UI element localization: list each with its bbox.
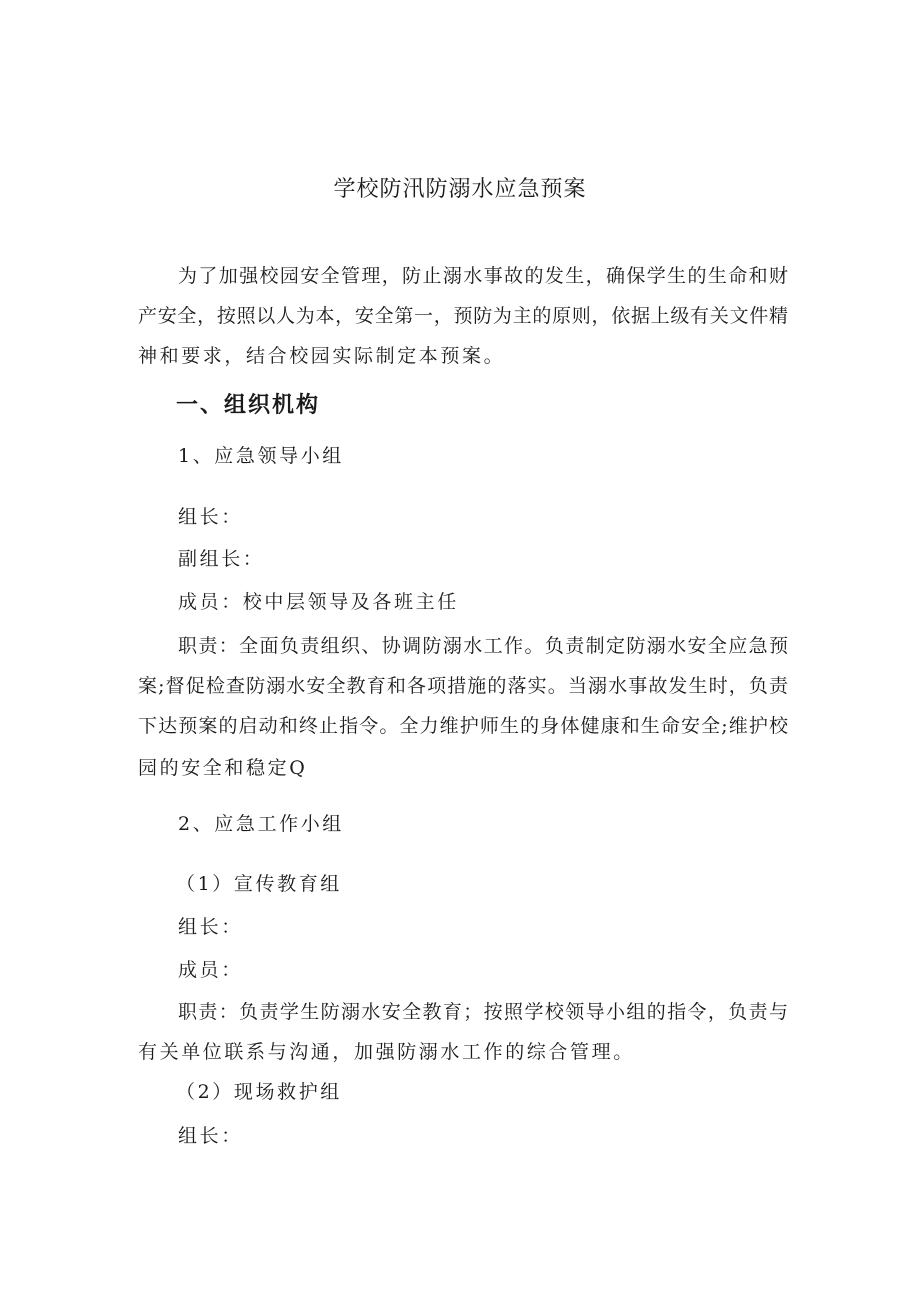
subgroup-propaganda-members: 成员：	[178, 959, 243, 981]
group1-members: 成员：校中层领导及各班主任	[178, 591, 459, 613]
subgroup-propaganda-leader: 组长：	[178, 916, 243, 938]
intro-line-3: 神和要求，结合校园实际制定本预案。	[138, 345, 506, 367]
group1-duty-line-2: 案;督促检查防溺水安全教育和各项措施的落实。当溺水事故发生时，负责	[138, 675, 788, 697]
group1-duty-line-4: 园的安全和稳定Q	[138, 757, 308, 779]
section-heading-organization: 一、组织机构	[176, 393, 321, 418]
intro-line-2: 产安全，按照以人为本，安全第一，预防为主的原则，依据上级有关文件精	[138, 305, 788, 327]
subgroup-propaganda-duty-line-1: 职责：负责学生防溺水安全教育；按照学校领导小组的指令，负责与	[178, 1001, 788, 1023]
group1-duty-line-3: 下达预案的启动和终止指令。全力维护师生的身体健康和生命安全;维护校	[138, 715, 788, 737]
group1-duty-line-1: 职责：全面负责组织、协调防溺水工作。负责制定防溺水安全应急预	[178, 635, 788, 657]
subgroup-propaganda-duty-line-2: 有关单位联系与沟通，加强防溺水工作的综合管理。	[138, 1041, 635, 1063]
intro-line-1: 为了加强校园安全管理，防止溺水事故的发生，确保学生的生命和财	[178, 265, 788, 287]
group1-deputy: 副组长：	[178, 548, 265, 570]
group1-heading: 1、应急领导小组	[178, 445, 344, 467]
document-title: 学校防汛防溺水应急预案	[333, 177, 587, 202]
group1-leader: 组长：	[178, 506, 243, 528]
subgroup-rescue-heading: （2）现场救护组	[176, 1081, 342, 1103]
subgroup-propaganda-heading: （1）宣传教育组	[176, 873, 342, 895]
group2-heading: 2、应急工作小组	[178, 813, 344, 835]
subgroup-rescue-leader: 组长：	[178, 1125, 243, 1147]
